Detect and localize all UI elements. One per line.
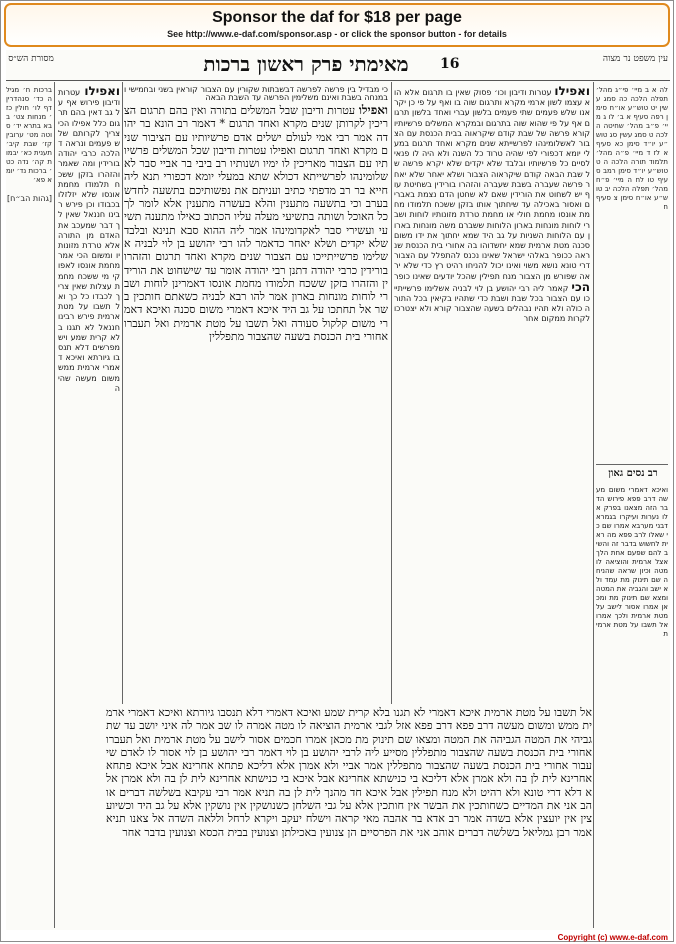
sponsor-banner[interactable] [4,3,670,47]
ein-mishpat-heading: עין משפט נר מצוה [602,54,668,64]
rashi-text: עטרות ודיבון וכו׳ פסוק שאין בו תרגום אלא הוא עצמו לשון ארמי מקרא ותרגום שוה בו ואף על פי כן יקראנו שלש פעמים שתי פעמים בלשון עברי ואחד בלשון תרגום אף על פי שהוא שוה בתרגום ובמקרא המשלים פרשיותיו קורא פרשה של שבת קודם שיקראוה בבית הכנסת עם הצבור לאשלומינהו לפרשייתא שנים מקרא ואחד תרגום במעלי יומא דכפורי לפי שהיה טרוד כל השנה ולא היה לו פנאי לסיים כל פרשיותיו ובלבד שלא יקדים שלא יקרא פרשה של שבת הבאה קודם שיקראוה הצבור ושלא יאחר שלא יאחר פרשה שעברה בשבת שעברה והזהרו בורידין בשחיטת עוף יש לשחוט את הורידין שאם לא שחטן הדם נצמת באברים ואסור באכילה עד שיחתוך אותו בזקן ששכח תלמודו מחמת אונסו מחמת חולי או מחמת טרדת מזונותיו לוחות ושברי לוחות מונחות בארון הלוחות ששברם משה מונחות בארון עם הלוחות השניות על גב היד שמא יחתוך את ידו משום סכנה מטת ארמית שמא יחשדוהו בה אחורי בית הכנסת שנראה ככופר באלהי ישראל שאינו נכנס להתפלל עם הצבור דרי טונא נושא משוי ואינו יכול להניחו רהיט רץ כדי שלא יראה שפורש מן הצבור מנח תפילין שהכל יודעים שאינו כופר [394,88,590,281]
inner-margin-references: ברכות ח׳ מגילה כד׳ סנהדרין דף לו׳ חולין כז׳ מנחות צט׳ בבא בתרא יד׳ סוטה מט׳ ערובין קז׳ שבת קיב׳ תענית כא׳ יבמות קה׳ נדה כט׳ ברכות נד׳ יומא פא׳ [גהות הב״ח] [6,86,52,203]
divider-rashi [391,82,392,704]
rabbeinu-nissim-text: ואיכא דאמרי משום מעשה דרב פפא פירוש הדבר הזה מצאנו בפרק אלו נערות ועיקרו בגמרא דבני מערבא אמרו שם כי שאלו לרב פפא מה ראית לחשוש בדבר זה והשיב להם שפעם אחת הלך אצל ארמית והוציאה לו מטה וכיון שראה שהניחה שם תינוק מת עמד ולא ישב והגביה את המטה ומצא שם תינוק מת ומכאן אמרו אסור לישב על מטת ארמית ולכך אמרו אל תשבו על מטת ארמית [596,486,668,638]
page-title: מאימתי פרק ראשון ברכות [203,52,409,76]
rashi-opening-word: ואפילו [554,86,590,98]
rashi-lower-text: קאמר ליה רבי יהושע בן לוי לבניה אשלימו פרשייתייכו עם הצבור בכל שבת ושבת כדי שתהיו בקיאין בכל התורה כולה ולא תהיו נבהלים בשעה שהצבור קורא ולא יצטרכו לקרות ממקום אחר [394,283,590,324]
rashi-lower-opening-word: הכי [571,279,590,294]
divider-tosafot [122,82,123,704]
gemara-text: עטרות ודיבון שבל המשלים בתורה ואין בהם תרגום הצריכין לקרותן שנים מקרא ואחד תרגום * דאמר רב הונא בר יהודה אמר רבי אמי לעולם ישלים אדם פרשיותיו עם הציבור שנים מקרא ואחד תרגום ואפילו עטרות ודיבון שכל המשלים פרשיותיו עם הצבור מאריכין לו ימיו ושנותיו רב ביבי בר אביי סבר לאשלומינהו לפרשייתא דכולא שתא במעלי יומא דכפורי תנא ליה חייא בר רב מדפתי כתיב ועניתם את נפשותיכם בתשעה לחדש בערב וכי בתשעה מתענין והלא בעשרה מתענין אלא לומר לך כל האוכל ושותה בתשיעי מעלה עליו הכתוב כאילו מתענה תשיעי ועשירי סבר לאקדומינהו אמר ליה ההוא סבא תנינא ובלבד שלא יקדים ושלא יאחר כדאמר להו רבי יהושע בן לוי לבניה אשלימו פרשייתייכו עם הצבור שנים מקרא ואחד תרגום והזהרו בורידין כרבי יהודה דתנן רבי יהודה אומר עד שישחוט את הורידין והזהרו בזקן ששכח תלמודו מחמת אונסו דאמרינן לוחות ושברי לוחות מונחות בארון אמר להו רבא לבניה כשאתם חותכין בשר אל תחתכו על גב היד איכא דאמרי משום סכנה ואיכא דאמרי משום קלקול סעודה ואל תשבו על מטת ארמית ואל תעברו אחורי בית הכנסת בשעה שהצבור מתפללין [124,104,388,344]
page-header [6,50,670,81]
tosafot-column [58,86,120,704]
ein-mishpat-column: לה א ב מיי׳ פי״ג מהל׳ תפלה הלכה כה סמג עשין יט טוש״ע או״ח סימן רפה סעיף א ב׳ לו ג מיי׳ פ״ב מהל׳ שחיטה הלכה ט סמג עשין סג טוש״ע יו״ד סימן כא סעיף א לז ד מיי׳ פ״ה מהל׳ תלמוד תורה הלכה ה ט טוש״ע יו״ד סימן רמב סעיף טו לח ה מיי׳ פ״ח מהל׳ תפלה הלכה יב טוש״ע או״ח סימן צ סעיף ח [596,86,668,211]
haggahot-note: [גהות הב״ח] [7,194,52,203]
tosafot-text: עטרות ודיבון פירוש אף על גב דאין בהם תרגום כלל אפילו הכי צריך לקרותם שלש פעמים ונראה דהלכה כרבי יהודה בורידין ומה שאמר והזהרו בזקן ששכח תלמודו מחמת אונסו שלא יזלזלו בכבודו וכן פירש רבינו חננאל שאין לך דבר שמעכב את האדם מן התורה אלא טרדת מזונותיו ומשום הכי אמר מחמת אונסו לאפוקי מי ששכח מחמת עצלות שאין צריך לכבדו כל כך ואל תשבו על מטת ארמית פירש רבינו חננאל לא תגנו בלא קרית שמע ויש מפרשים דלא תנסבו גיורתא ואיכא דאמרי ארמית ממש משום מעשה שהיה [58,88,120,393]
talmud-page [6,50,670,930]
gemara-continuation: אל תשבו על מטת ארמית איכא דאמרי לא תגנו בלא קרית שמע ואיכא דאמרי דלא תנסבו גיורתא ואיכא דאמרי ארמית ממש ומשום מעשה דרב פפא דרב פפא אזל לגבי ארמית הוציאה לו מטה אמרה לו שב אמר לה איני יושב עד שתגביהי את המטה הגביהה את המטה ומצאו שם תינוק מת מכאן אמרו חכמים אסור לישב על מטת ארמית ואל תעברו אחורי בית הכנסת בשעה שהצבור מתפללין מסייע ליה לרבי יהושע בן לוי דאמר רבי יהושע בן לוי אסור לו לאדם שיעבור אחורי בית הכנסת בשעה שהצבור מתפללין אמר אביי ולא אמרן אלא דליכא פתחא אחרינא אבל איכא פתחא אחרינא לית לן בה ולא אמרן אלא דליכא בי כנישתא אחרינא אבל איכא בי כנישתא אחרינא לית לן בה ולא אמרן אלא דלא דרי טונא ולא רהיט ולא מנח תפילין אבל איכא חד מהנך לית לן בה תניא אמר רבי עקיבא בשלשה דברים אוהב אני את המדיים כשחותכין את הבשר אין חותכין אלא על גבי השלחן כשנושקין אין נושקין אלא על גב היד וכשיועצין אין יועצין אלא בשדה אמר רב אדא בר אהבה מאי קראה וישלח יעקב ויקרא לרחל וללאה השדה אל צאנו תניא אמר רבן גמליאל בשלשה דברים אוהב אני את הפרסיים הן צנועין באכילתן וצנועין בבית הכסא וצנועין בדבר אחר [106,706,592,839]
rabbeinu-nissim-title: רב נסים גאון [608,468,658,479]
gemara-column [124,104,388,704]
rashi-column [394,86,590,704]
page-number: 16 [440,56,460,72]
divider-inner [54,82,55,928]
divider-outer [593,82,594,928]
copyright-notice: Copyright (c) www.e-daf.com [557,933,668,942]
mesoret-heading: מסורת הש״ס [8,54,54,64]
sponsor-subtitle[interactable]: See http://www.e-daf.com/sponsor.asp - or click the sponsor button - for details [167,29,507,39]
gemara-opening-word: ואפילו [358,104,388,117]
sponsor-title[interactable]: Sponsor the daf for $18 per page [212,9,462,26]
tosafot-top-text: כי מבדיל בין פרשה לפרשה דבשבתות שקורין עם הצבור קוראין בשני ובחמישי ובמנחה בשבת ואינם משלימין הפרשה עד השבת הבאה [124,86,388,102]
tosafot-opening-word: ואפילו [84,86,120,98]
